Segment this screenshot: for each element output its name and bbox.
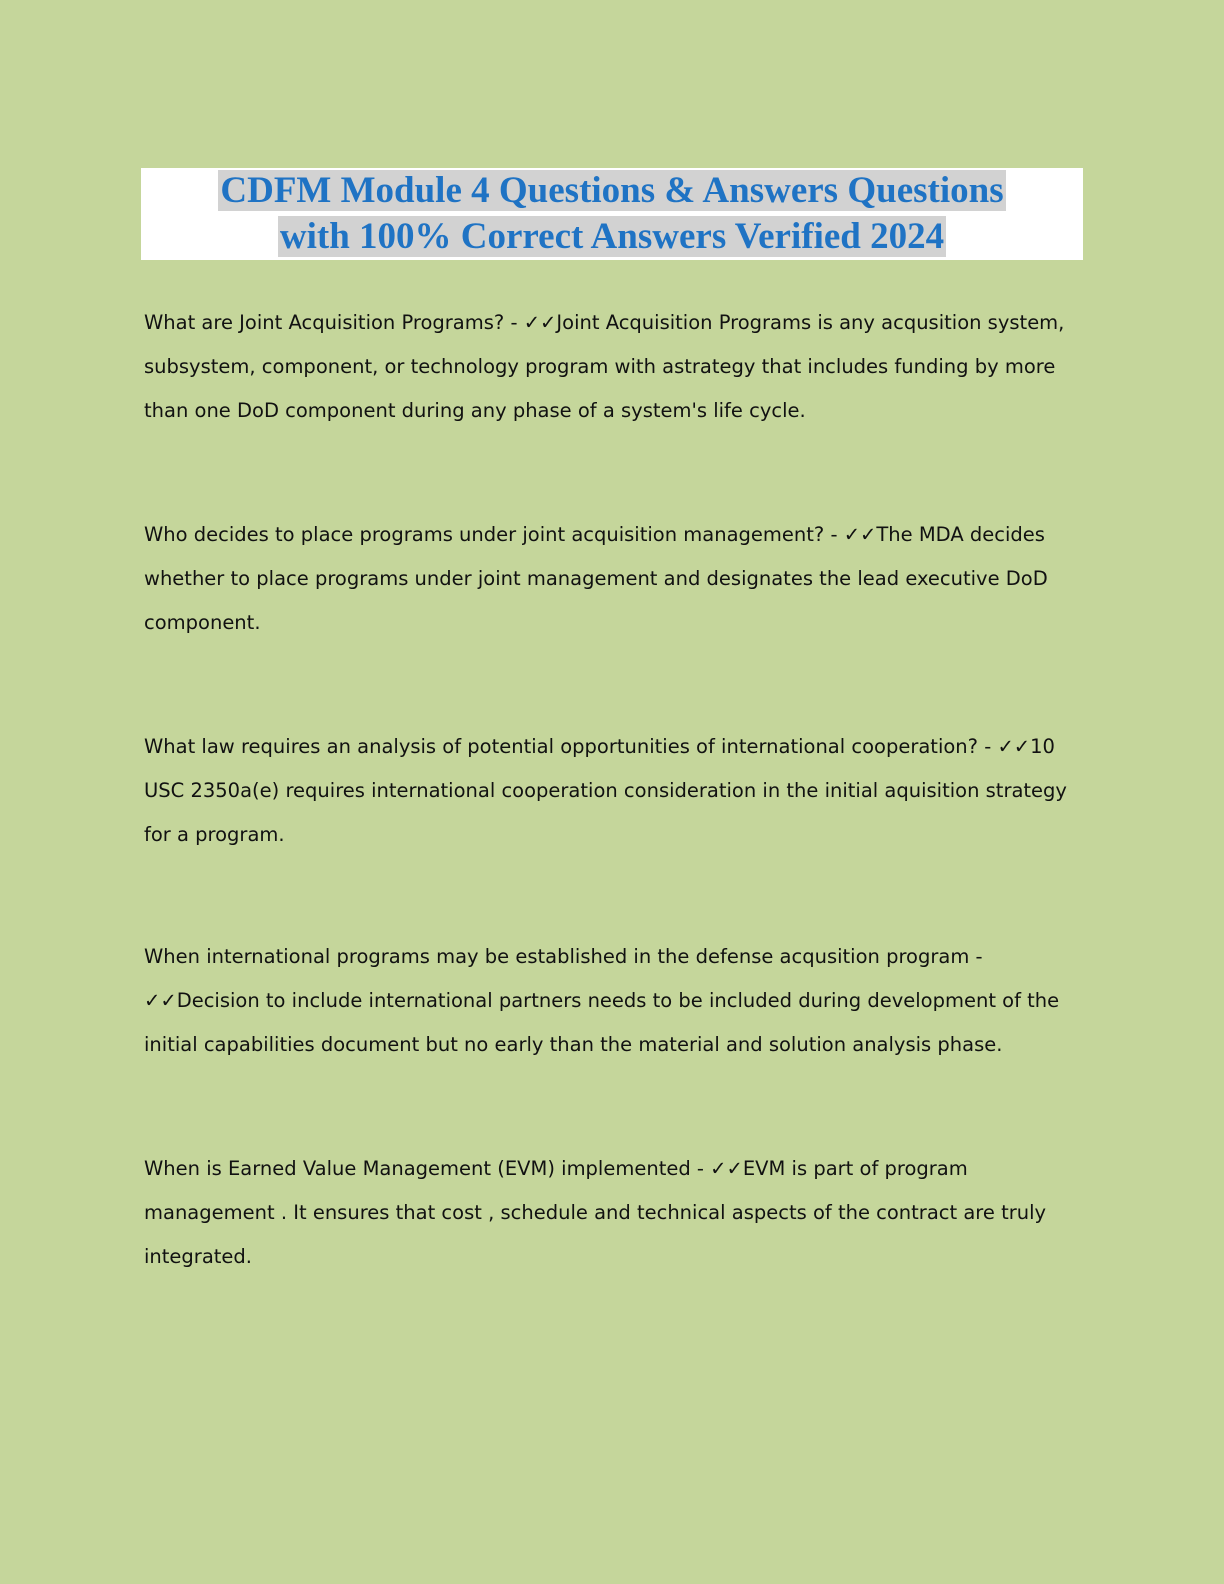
answer-text: The MDA decides whether to place programs under joint management and designates the lead executive DoD component. bbox=[144, 523, 1048, 634]
question-text: Who decides to place programs under joint acquisition management? - bbox=[144, 523, 844, 546]
qa-item-1 bbox=[144, 301, 1084, 433]
double-check-icon: ✓✓ bbox=[997, 735, 1031, 758]
question-text: When international programs may be established in the defense acqusition program - bbox=[144, 945, 983, 968]
double-check-icon: ✓✓ bbox=[843, 523, 877, 546]
question-text: What law requires an analysis of potential opportunities of international cooperation? - bbox=[144, 735, 998, 758]
question-text: What are Joint Acquisition Programs? - bbox=[144, 311, 524, 334]
qa-item-5 bbox=[144, 1147, 1084, 1279]
qa-item-3 bbox=[144, 725, 1084, 857]
document-title bbox=[141, 168, 1083, 260]
answer-text: EVM is part of program management . It ensures that cost , schedule and technical aspects of the contract are truly integrated. bbox=[144, 1157, 1047, 1268]
qa-item-4 bbox=[144, 935, 1084, 1067]
double-check-icon: ✓✓ bbox=[523, 311, 557, 334]
answer-text: 10 USC 2350a(e) requires international cooperation consideration in the initial aquisition strategy for a program. bbox=[144, 735, 1067, 846]
double-check-icon: ✓✓ bbox=[710, 1157, 743, 1180]
title-line-2: with 100% Correct Answers Verified 2024 bbox=[279, 216, 945, 257]
double-check-icon: ✓✓ bbox=[144, 989, 177, 1012]
question-text: When is Earned Value Management (EVM) implemented - bbox=[144, 1157, 711, 1180]
answer-text: Joint Acquisition Programs is any acqusition system, subsystem, component, or technology program with astrategy that includes funding by more than one DoD component during any phase of a system's life cycle. bbox=[144, 311, 1065, 422]
title-line-1: CDFM Module 4 Questions & Answers Questions bbox=[220, 170, 1004, 211]
answer-text: Decision to include international partners needs to be included during development of the initial capabilities document but no early than the material and solution analysis phase. bbox=[144, 989, 1060, 1056]
qa-item-2 bbox=[144, 513, 1084, 645]
